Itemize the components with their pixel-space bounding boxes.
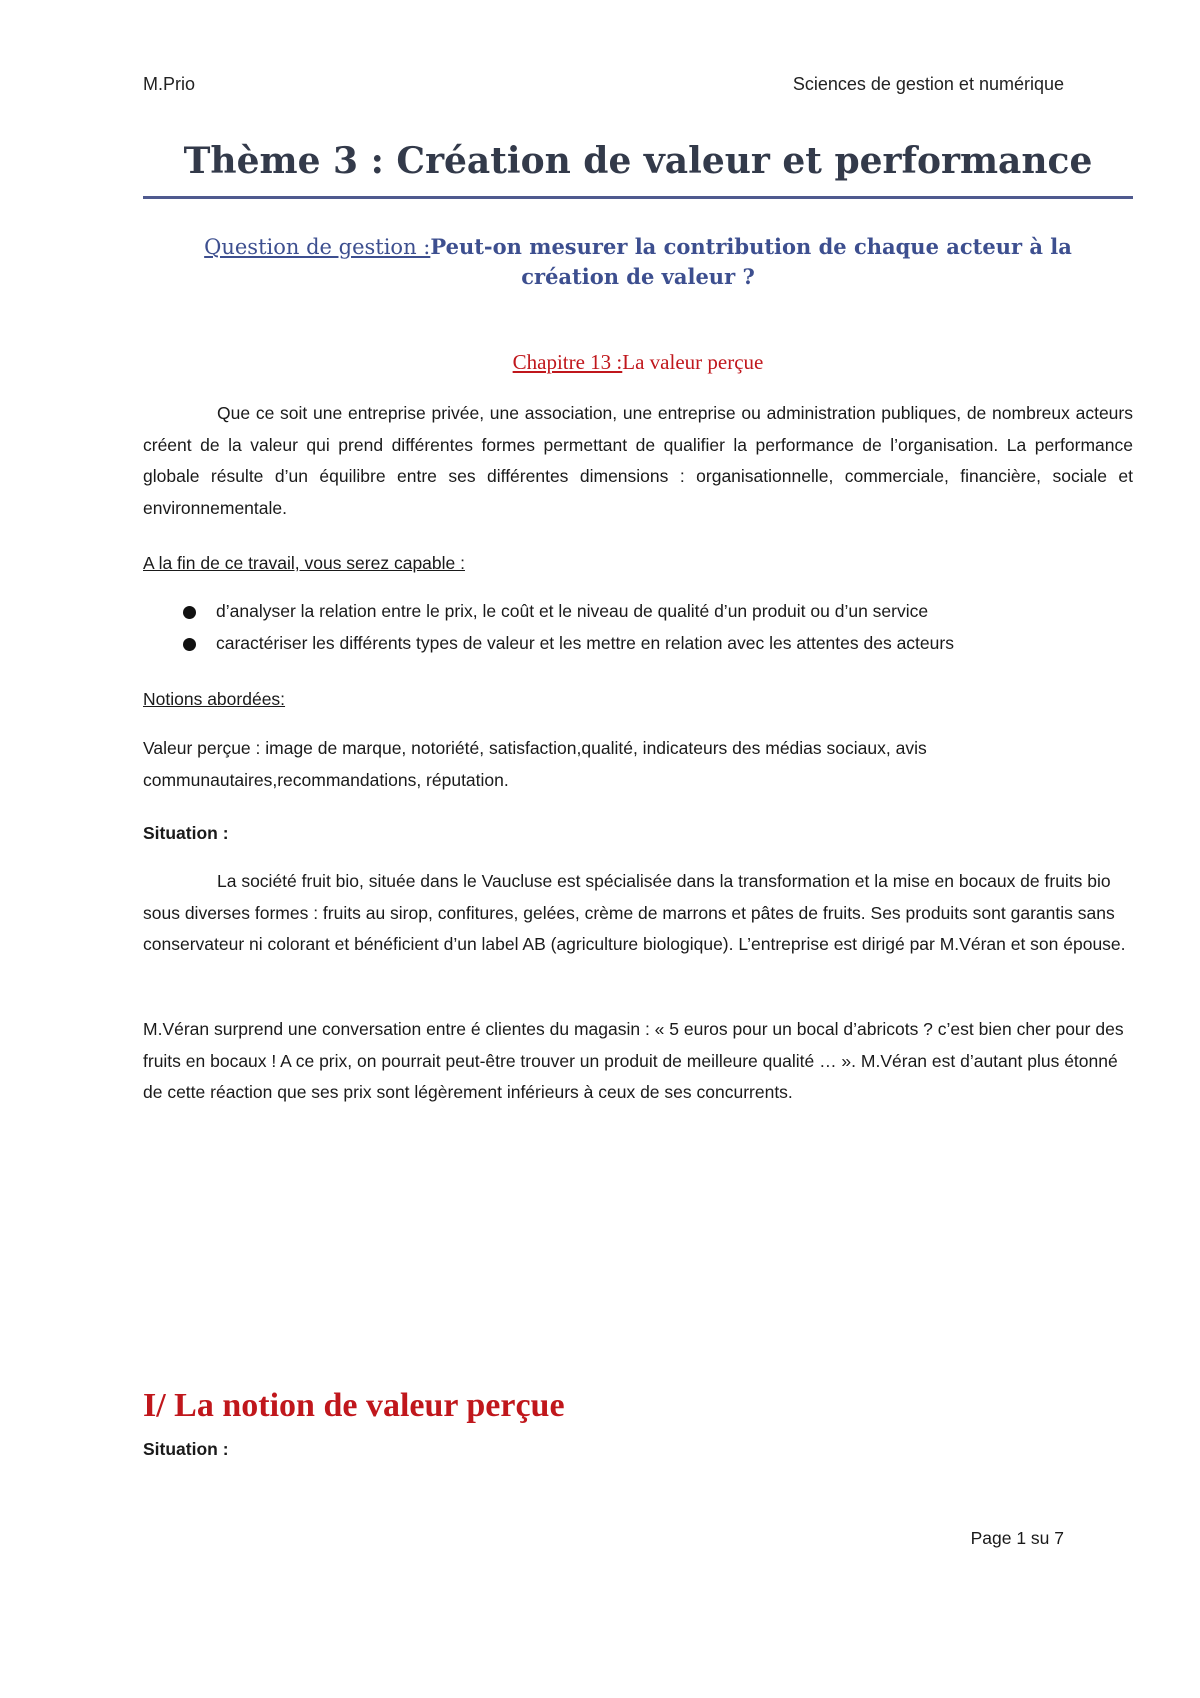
list-item	[143, 596, 1133, 628]
notions-text: Valeur perçue : image de marque, notoriété, satisfaction,qualité, indicateurs des médias sociaux, avis communautaires,recommandations, réputation.	[143, 738, 927, 790]
header-author: M.Prio	[143, 74, 196, 94]
intro-paragraph: Que ce soit une entreprise privée, une association, une entreprise ou administration publiques, de nombreux acteurs créent de la valeur qui prend différentes formes permettant de qualifier la performance de l’organisation. La performance globale résulte d’un équilibre entre ses différentes dimensions : organisationnelle, commerciale, financière, sociale et environnementale.	[143, 403, 1133, 518]
situation-heading: Situation :	[143, 823, 229, 843]
question-text: Peut-on mesurer la contribution de chaque acteur à la création de valeur ?	[430, 234, 1072, 289]
header-subject: Sciences de gestion et numérique	[792, 74, 1064, 94]
title-underline-rule	[143, 196, 1133, 199]
situation-paragraph-2: M.Véran surprend une conversation entre é clientes du magasin : « 5 euros pour un bocal d’abricots ? c’est bien cher pour des fruits en bocaux ! A ce prix, on pourrait peut-être trouver un produit de meilleure qualité … ». M.Véran est d’autant plus étonné de cette réaction que ses prix sont légèrement inférieurs à ceux de ses concurrents.	[143, 1019, 1124, 1102]
objectives-heading: A la fin de ce travail, vous serez capable :	[143, 553, 465, 573]
management-question	[163, 232, 1113, 292]
objective-text: d’analyser la relation entre le prix, le coût et le niveau de qualité d’un produit ou d’un service	[216, 601, 929, 621]
chapter-title: La valeur perçue	[622, 350, 764, 374]
question-label: Question de gestion :	[204, 235, 431, 259]
section-title: I/ La notion de valeur perçue	[143, 1387, 565, 1424]
page-title: Thème 3 : Création de valeur et performance	[183, 140, 1093, 182]
page-number: Page 1 su 7	[970, 1528, 1064, 1548]
bullet-icon	[183, 606, 196, 619]
notions-heading: Notions abordées:	[143, 689, 286, 709]
objective-text: caractériser les différents types de valeur et les mettre en relation avec les attentes des acteurs	[216, 632, 954, 653]
section-situation-heading: Situation :	[143, 1439, 229, 1459]
bullet-icon	[183, 638, 196, 651]
chapter-heading	[143, 350, 1133, 375]
chapter-label: Chapitre 13 :	[512, 350, 623, 374]
objectives-list	[143, 596, 1133, 659]
list-item	[143, 628, 1133, 660]
situation-paragraph-1: La société fruit bio, située dans le Vaucluse est spécialisée dans la transformation et la mise en bocaux de fruits bio sous diverses formes : fruits au sirop, confitures, gelées, crème de marrons et pâtes de fruits. Ses produits sont garantis sans conservateur ni colorant et bénéficient d’un label AB (agriculture biologique). L’entreprise est dirigé par M.Véran et son épouse.	[143, 871, 1126, 954]
